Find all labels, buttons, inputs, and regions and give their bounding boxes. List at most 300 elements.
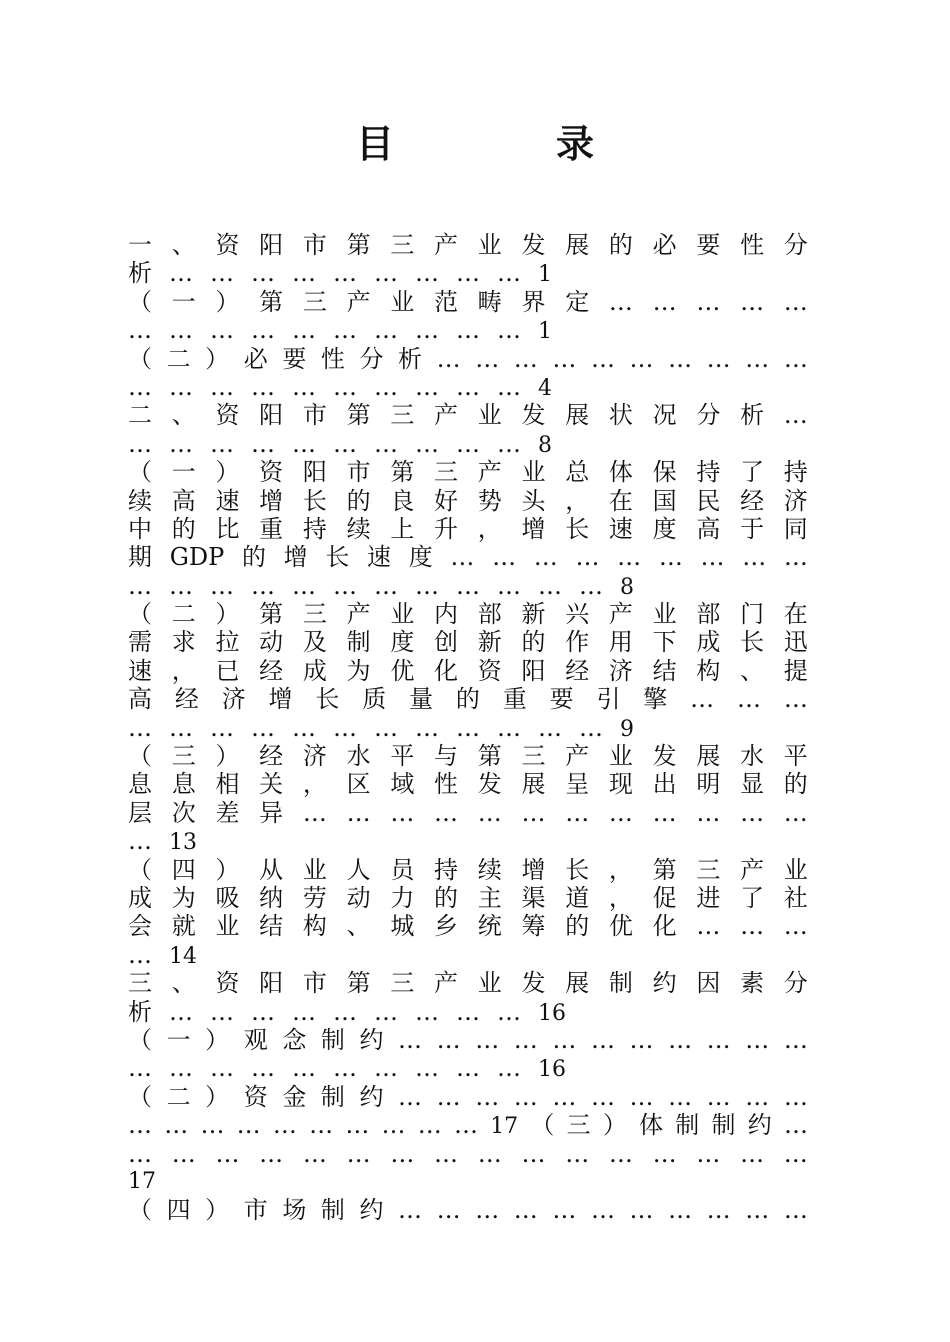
toc-glyph: 析 [398,344,423,373]
toc-line [128,345,808,373]
toc-glyph: 纳 [259,883,284,912]
toc-glyph: 在 [608,486,633,515]
toc-glyph: 三 [696,855,721,884]
toc-glyph: 一 [171,287,196,316]
toc-glyph: 的 [783,770,808,799]
toc-glyph: … [783,1082,808,1111]
toc-glyph: 三 [128,969,152,998]
toc-glyph: … [497,372,521,401]
toc-glyph: 的 [434,883,459,912]
toc-glyph: 制 [320,1025,345,1054]
toc-line [128,856,808,884]
toc-glyph: 约 [359,1025,384,1054]
toc-line [128,998,808,1026]
toc-glyph: … [128,940,152,969]
toc-glyph: 区 [346,770,371,799]
toc-line [128,401,808,429]
toc-line [128,373,808,401]
toc-glyph: … [783,401,808,430]
toc-glyph: … [700,543,725,572]
toc-glyph: 乡 [434,912,459,941]
toc-glyph: 了 [740,883,765,912]
toc-glyph: … [436,1082,461,1111]
toc-glyph: 筹 [521,912,546,941]
toc-glyph: … [390,1139,415,1168]
toc-glyph: 分 [696,401,721,430]
toc-glyph: 济 [608,656,633,685]
toc-glyph: 高 [128,685,152,714]
toc-glyph: … [128,429,152,458]
toc-glyph: … [513,1196,538,1225]
toc-glyph: ， [608,855,633,884]
toc-glyph: 产 [565,742,590,771]
toc-glyph: 显 [740,770,765,799]
toc-glyph: … [292,571,316,600]
toc-glyph: … [251,1054,275,1083]
toc-glyph: … [740,1139,765,1168]
toc-glyph: … [783,798,808,827]
toc-glyph: … [575,543,600,572]
toc-glyph: 的 [346,486,371,515]
toc-glyph: … [617,543,642,572]
toc-glyph: 产 [477,458,502,487]
toc-glyph: 三 [390,969,415,998]
toc-glyph: 制 [320,1196,345,1225]
toc-glyph: 持 [783,458,808,487]
toc-glyph: 分 [359,344,384,373]
toc-glyph: 资 [259,458,284,487]
toc-glyph: 速 [128,656,152,685]
toc-glyph: … [128,827,152,856]
toc-glyph: 产 [434,969,459,998]
toc-glyph: 相 [215,770,240,799]
toc-glyph: 力 [390,883,415,912]
toc-glyph: 异 [259,798,284,827]
toc-line [128,600,808,628]
toc-glyph: 要 [549,685,574,714]
toc-glyph: … [374,997,398,1026]
toc-glyph: … [302,1139,327,1168]
toc-glyph: （ [128,1082,152,1111]
toc-glyph: 已 [215,656,240,685]
toc-glyph: 展 [565,231,590,259]
toc-glyph: ） [205,344,230,373]
toc-glyph: … [497,429,521,458]
toc-glyph: 二 [171,600,196,629]
toc-glyph: … [292,316,316,345]
toc-glyph: 体 [608,458,633,487]
toc-line [128,657,808,685]
toc-glyph: 次 [171,798,196,827]
toc-glyph: … [783,1025,808,1054]
toc-glyph: 畴 [477,287,502,316]
toc-glyph: … [210,429,234,458]
toc-glyph: 明 [696,770,721,799]
toc-glyph: 业 [215,912,240,941]
toc-glyph: 的 [241,543,266,572]
toc-glyph: … [374,713,398,742]
toc-glyph: … [565,1139,590,1168]
toc-line [128,912,808,940]
toc-line [128,1083,808,1111]
toc-glyph: 于 [740,514,765,543]
toc-glyph: 擎 [643,685,668,714]
toc-glyph: 重 [259,514,284,543]
toc-glyph: 员 [390,855,415,884]
toc-glyph: 拉 [215,628,240,657]
toc-glyph: … [652,287,677,316]
toc-glyph: 结 [652,656,677,685]
toc-glyph: 资 [215,969,240,998]
toc-glyph: 二 [128,401,152,430]
toc-glyph: 、 [346,912,371,941]
toc-glyph: … [164,1111,189,1140]
toc-glyph: 分 [783,969,808,998]
toc-page-number: 13 [169,830,197,856]
toc-glyph: 增 [283,543,308,572]
toc-glyph: 金 [282,1082,307,1111]
toc-glyph: … [415,1054,439,1083]
toc-glyph: … [453,1111,478,1140]
toc-glyph: 中 [128,514,152,543]
toc-glyph: ， [477,514,502,543]
toc-glyph: 社 [783,883,808,912]
toc-glyph: … [456,571,480,600]
toc-glyph: ） [215,742,240,771]
toc-glyph: … [169,571,193,600]
toc-glyph: … [450,543,475,572]
toc-glyph: 制 [675,1111,700,1140]
toc-glyph: （ [530,1111,555,1140]
toc-glyph: ） [602,1111,627,1140]
toc-glyph: 域 [390,770,415,799]
toc-glyph: 经 [259,742,284,771]
toc-glyph: 、 [171,969,196,998]
toc-glyph: 市 [346,458,371,487]
toc-glyph: … [690,685,715,714]
toc-glyph: ） [215,600,240,629]
toc-line [128,1111,808,1139]
toc-glyph: 优 [608,912,633,941]
toc-glyph: ） [215,458,240,487]
toc-glyph: 长 [325,543,350,572]
toc-glyph: 况 [652,401,677,430]
toc-glyph: 下 [652,628,677,657]
toc-glyph: 现 [608,770,633,799]
toc-glyph: （ [128,855,152,884]
toc-glyph: … [169,997,193,1026]
toc-glyph: … [579,571,603,600]
toc-glyph: 水 [740,742,765,771]
toc-glyph: … [608,798,633,827]
toc-glyph: 资 [215,231,240,259]
toc-glyph: 续 [128,486,152,515]
toc-glyph: … [128,713,152,742]
toc-glyph: 业 [477,401,502,430]
toc-glyph: 产 [434,231,459,259]
toc-glyph: 保 [652,458,677,487]
toc-glyph: ） [205,1082,230,1111]
toc-glyph: 必 [243,344,268,373]
toc-glyph: 体 [639,1111,664,1140]
toc-glyph: 四 [166,1196,191,1225]
toc-glyph: 持 [696,458,721,487]
toc-glyph: … [415,316,439,345]
toc-glyph: 阳 [259,969,284,998]
toc-glyph: 性 [434,770,459,799]
toc-glyph: 济 [302,742,327,771]
toc-line [128,1196,808,1224]
toc-glyph: 产 [740,855,765,884]
toc-glyph: 作 [565,628,590,657]
toc-glyph: … [169,1054,193,1083]
toc-glyph: 状 [608,401,633,430]
toc-glyph: 量 [409,685,434,714]
toc-line [128,572,808,600]
toc-glyph: … [333,316,357,345]
toc-glyph: … [477,1139,502,1168]
toc-glyph: 制 [711,1111,736,1140]
toc-glyph: … [171,1139,196,1168]
toc-glyph: … [128,571,152,600]
toc-glyph: 与 [434,742,459,771]
toc-glyph: … [374,316,398,345]
toc-glyph: 要 [282,344,307,373]
toc-glyph: 的 [521,628,546,657]
toc-glyph: 进 [696,883,721,912]
toc-glyph: 长 [302,486,327,515]
toc-glyph: 平 [783,742,808,771]
toc-line [128,515,808,543]
toc-glyph: 产 [608,600,633,629]
page-title: 目 录 [355,121,656,166]
toc-glyph: 约 [359,1082,384,1111]
toc-glyph: … [434,1139,459,1168]
toc-glyph: … [398,1196,423,1225]
toc-glyph: … [658,543,683,572]
toc-glyph: … [374,1054,398,1083]
toc-line [128,941,808,969]
toc-glyph: 发 [477,770,502,799]
toc-glyph: … [745,344,770,373]
toc-glyph: … [390,798,415,827]
toc-glyph: 总 [565,458,590,487]
toc-glyph: 质 [362,685,387,714]
toc-glyph: … [128,316,152,345]
toc-glyph: 新 [477,628,502,657]
toc-glyph: 性 [740,231,765,259]
toc-glyph: 出 [652,770,677,799]
toc-glyph: … [552,344,577,373]
toc-glyph: … [128,1111,152,1140]
toc-glyph: … [552,1196,577,1225]
toc-glyph: … [652,798,677,827]
toc-glyph: 内 [434,600,459,629]
toc-glyph: （ [128,287,152,316]
toc-glyph: … [456,316,480,345]
toc-glyph: … [475,1196,500,1225]
toc-glyph: 增 [268,685,293,714]
toc-glyph: … [783,543,808,572]
toc-glyph: ） [205,1025,230,1054]
toc-glyph: 优 [390,656,415,685]
toc-page-number: 16 [538,1000,566,1026]
toc-glyph: 析 [128,259,152,288]
toc-glyph: … [436,344,461,373]
toc-glyph: 的 [565,912,590,941]
toc-glyph: 会 [128,912,152,941]
toc-glyph: 吸 [215,883,240,912]
toc-glyph: 呈 [565,770,590,799]
toc-glyph: 为 [346,656,371,685]
toc-glyph: 济 [221,685,246,714]
toc-glyph: 同 [783,514,808,543]
toc-glyph: 续 [477,855,502,884]
toc-glyph: … [668,1082,693,1111]
toc-glyph: 增 [521,855,546,884]
toc-glyph: … [783,912,808,941]
toc-page-number: 9 [620,716,634,742]
toc-glyph: … [668,1025,693,1054]
toc-glyph: … [696,912,721,941]
toc-glyph: 为 [171,883,196,912]
toc-glyph: 发 [521,401,546,430]
toc-glyph: … [706,1025,731,1054]
toc-glyph: … [629,1196,654,1225]
toc-glyph: … [783,344,808,373]
toc-glyph: 业 [477,231,502,259]
toc-glyph: … [745,1082,770,1111]
toc-line [128,458,808,486]
toc-glyph: 引 [596,685,621,714]
toc-line [128,487,808,515]
toc-glyph: … [415,259,439,288]
toc-glyph: … [436,1196,461,1225]
toc-glyph: … [374,429,398,458]
toc-glyph: … [210,316,234,345]
toc-glyph: … [415,429,439,458]
toc-glyph: … [292,1054,316,1083]
toc-glyph: 经 [259,656,284,685]
toc-glyph: 度 [390,628,415,657]
toc-glyph: 速 [608,514,633,543]
toc-glyph: 人 [346,855,371,884]
toc-glyph: … [417,1111,442,1140]
toc-glyph: 三 [566,1111,591,1140]
toc-glyph: … [251,372,275,401]
toc-glyph: 经 [565,656,590,685]
toc-glyph: … [346,798,371,827]
toc-glyph: … [333,372,357,401]
toc-glyph: … [436,1025,461,1054]
toc-glyph: 升 [434,514,459,543]
toc-glyph: 动 [346,883,371,912]
toc-glyph: … [333,1054,357,1083]
toc-glyph: ， [171,656,196,685]
toc-glyph: 用 [608,628,633,657]
toc-glyph: … [497,713,521,742]
toc-glyph: 好 [434,486,459,515]
toc-glyph: 约 [747,1111,772,1140]
toc-glyph: … [475,1025,500,1054]
toc-glyph: 、 [171,401,196,430]
toc-glyph: 三 [521,742,546,771]
toc-glyph: 求 [171,628,196,657]
toc-glyph: 持 [302,514,327,543]
toc-glyph: 定 [565,287,590,316]
toc-glyph: 平 [390,742,415,771]
toc-glyph: … [629,344,654,373]
table-of-contents [128,231,808,1225]
toc-glyph: 差 [215,798,240,827]
toc-glyph: … [374,571,398,600]
toc-glyph: 展 [521,770,546,799]
toc-glyph: … [477,798,502,827]
toc-glyph: 阳 [259,231,284,259]
toc-glyph: … [259,1139,284,1168]
toc-glyph: 部 [477,600,502,629]
toc-line [128,1140,808,1168]
toc-glyph: … [740,287,765,316]
toc-glyph: … [629,1025,654,1054]
toc-glyph: 业 [608,742,633,771]
toc-glyph: 资 [215,401,240,430]
toc-line [128,1026,808,1054]
toc-glyph: 阳 [259,401,284,430]
toc-line [128,714,808,742]
toc-glyph: 势 [477,486,502,515]
toc-glyph: … [552,1025,577,1054]
toc-glyph: … [696,1139,721,1168]
toc-glyph: 需 [128,628,152,657]
toc-glyph: 业 [652,600,677,629]
toc-glyph: … [590,1025,615,1054]
toc-glyph: 市 [302,401,327,430]
toc-glyph: 高 [171,486,196,515]
toc-line [128,430,808,458]
toc-glyph: ） [215,287,240,316]
toc-glyph: … [309,1111,334,1140]
toc-glyph: … [210,997,234,1026]
toc-glyph: 产 [434,401,459,430]
toc-page-number: 16 [538,1057,566,1083]
toc-glyph: … [169,713,193,742]
toc-glyph: … [456,429,480,458]
toc-line [128,884,808,912]
toc-glyph: （ [128,1196,152,1225]
toc-glyph: （ [128,600,152,629]
toc-glyph: 约 [359,1196,384,1225]
toc-glyph: 长 [740,628,765,657]
toc-glyph: 成 [696,628,721,657]
toc-glyph: 度 [408,543,433,572]
toc-glyph: … [415,997,439,1026]
toc-glyph: … [456,372,480,401]
toc-glyph: 部 [696,600,721,629]
toc-glyph: 市 [302,231,327,259]
toc-glyph: … [513,1025,538,1054]
toc-glyph: 一 [128,231,152,259]
toc-glyph: 、 [740,656,765,685]
toc-line [128,770,808,798]
toc-glyph: 关 [259,770,284,799]
toc-glyph: … [590,344,615,373]
toc-glyph: … [533,543,558,572]
toc-page-number: 14 [169,943,197,969]
toc-line [128,969,808,997]
toc-glyph: … [200,1111,225,1140]
toc-glyph: GDP [169,543,225,572]
